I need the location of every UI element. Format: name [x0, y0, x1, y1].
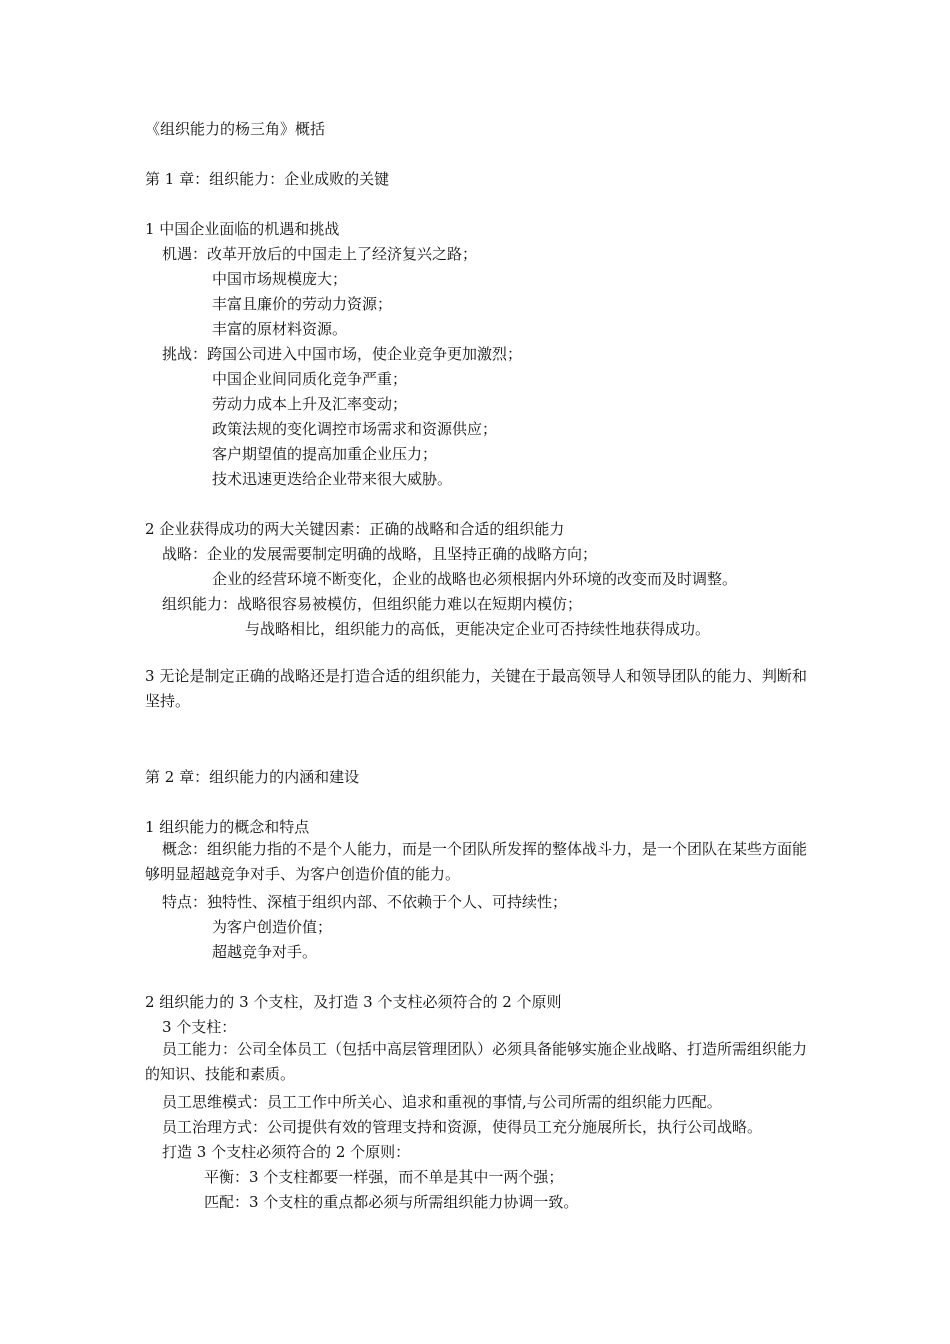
pillar-employee-ability: 员工能力：公司全体员工（包括中高层管理团队）必须具备能够实施企业战略、打造所需组织能力的知识、技能和素质。	[145, 1040, 808, 1083]
challenge-label: 挑战：跨国公司进入中国市场，使企业竞争更加激烈；	[162, 345, 523, 363]
concept-paragraph: 概念：组织能力指的不是个人能力，而是一个团队所发挥的整体战斗力，是一个团队在某些方面能够明显超越竞争对手、为客户创造价值的能力。	[145, 840, 808, 883]
feature-label: 特点：独特性、深植于组织内部、不依赖于个人、可持续性；	[162, 893, 568, 911]
ch1-section-1-heading: 1 中国企业面临的机遇和挑战	[145, 220, 340, 238]
org-capability-line: 与战略相比，组织能力的高低，更能决定企业可否持续性地获得成功。	[245, 620, 711, 638]
strategy-line: 企业的经营环境不断变化，企业的战略也必须根据内外环境的改变而及时调整。	[212, 570, 738, 588]
chapter-2-heading: 第 2 章：组织能力的内涵和建设	[145, 768, 360, 786]
challenge-item: 中国企业间同质化竞争严重；	[212, 370, 408, 388]
principle-item: 平衡：3 个支柱都要一样强，而不单是其中一两个强；	[204, 1168, 564, 1186]
challenge-item: 客户期望值的提高加重企业压力；	[212, 445, 438, 463]
pillars-label: 3 个支柱：	[162, 1018, 237, 1036]
document-title: 《组织能力的杨三角》概括	[145, 120, 326, 138]
chapter-1-heading: 第 1 章：组织能力：企业成败的关键	[145, 170, 390, 188]
ch2-section-2-heading: 2 组织能力的 3 个支柱，及打造 3 个支柱必须符合的 2 个原则	[145, 993, 562, 1011]
ch2-section-1-heading: 1 组织能力的概念和特点	[145, 818, 310, 836]
challenge-item: 政策法规的变化调控市场需求和资源供应；	[212, 420, 498, 438]
org-capability-line: 组织能力：战略很容易被模仿，但组织能力难以在短期内模仿；	[162, 595, 583, 613]
principles-label: 打造 3 个支柱必须符合的 2 个原则：	[162, 1143, 411, 1161]
strategy-line: 战略：企业的发展需要制定明确的战略，且坚持正确的战略方向；	[162, 545, 598, 563]
opportunity-label: 机遇：改革开放后的中国走上了经济复兴之路；	[162, 245, 478, 263]
ch1-section-3-paragraph: 3 无论是制定正确的战略还是打造合适的组织能力，关键在于最高领导人和领导团队的能力、判断和坚持。	[145, 667, 807, 710]
ch1-section-2-heading: 2 企业获得成功的两大关键因素：正确的战略和合适的组织能力	[145, 520, 565, 538]
pillar-employee-governance: 员工治理方式：公司提供有效的管理支持和资源，使得员工充分施展所长，执行公司战略。	[162, 1118, 763, 1136]
feature-item: 为客户创造价值；	[212, 918, 333, 936]
pillar-employee-mindset: 员工思维模式：员工工作中所关心、追求和重视的事情,与公司所需的组织能力匹配。	[162, 1093, 722, 1111]
challenge-item: 劳动力成本上升及汇率变动；	[212, 395, 408, 413]
opportunity-item: 丰富且廉价的劳动力资源；	[212, 295, 393, 313]
opportunity-item: 中国市场规模庞大；	[212, 270, 348, 288]
principle-item: 匹配：3 个支柱的重点都必须与所需组织能力协调一致。	[204, 1193, 579, 1211]
opportunity-item: 丰富的原材料资源。	[212, 320, 348, 338]
challenge-item: 技术迅速更迭给企业带来很大威胁。	[212, 470, 453, 488]
feature-item: 超越竞争对手。	[212, 943, 318, 961]
